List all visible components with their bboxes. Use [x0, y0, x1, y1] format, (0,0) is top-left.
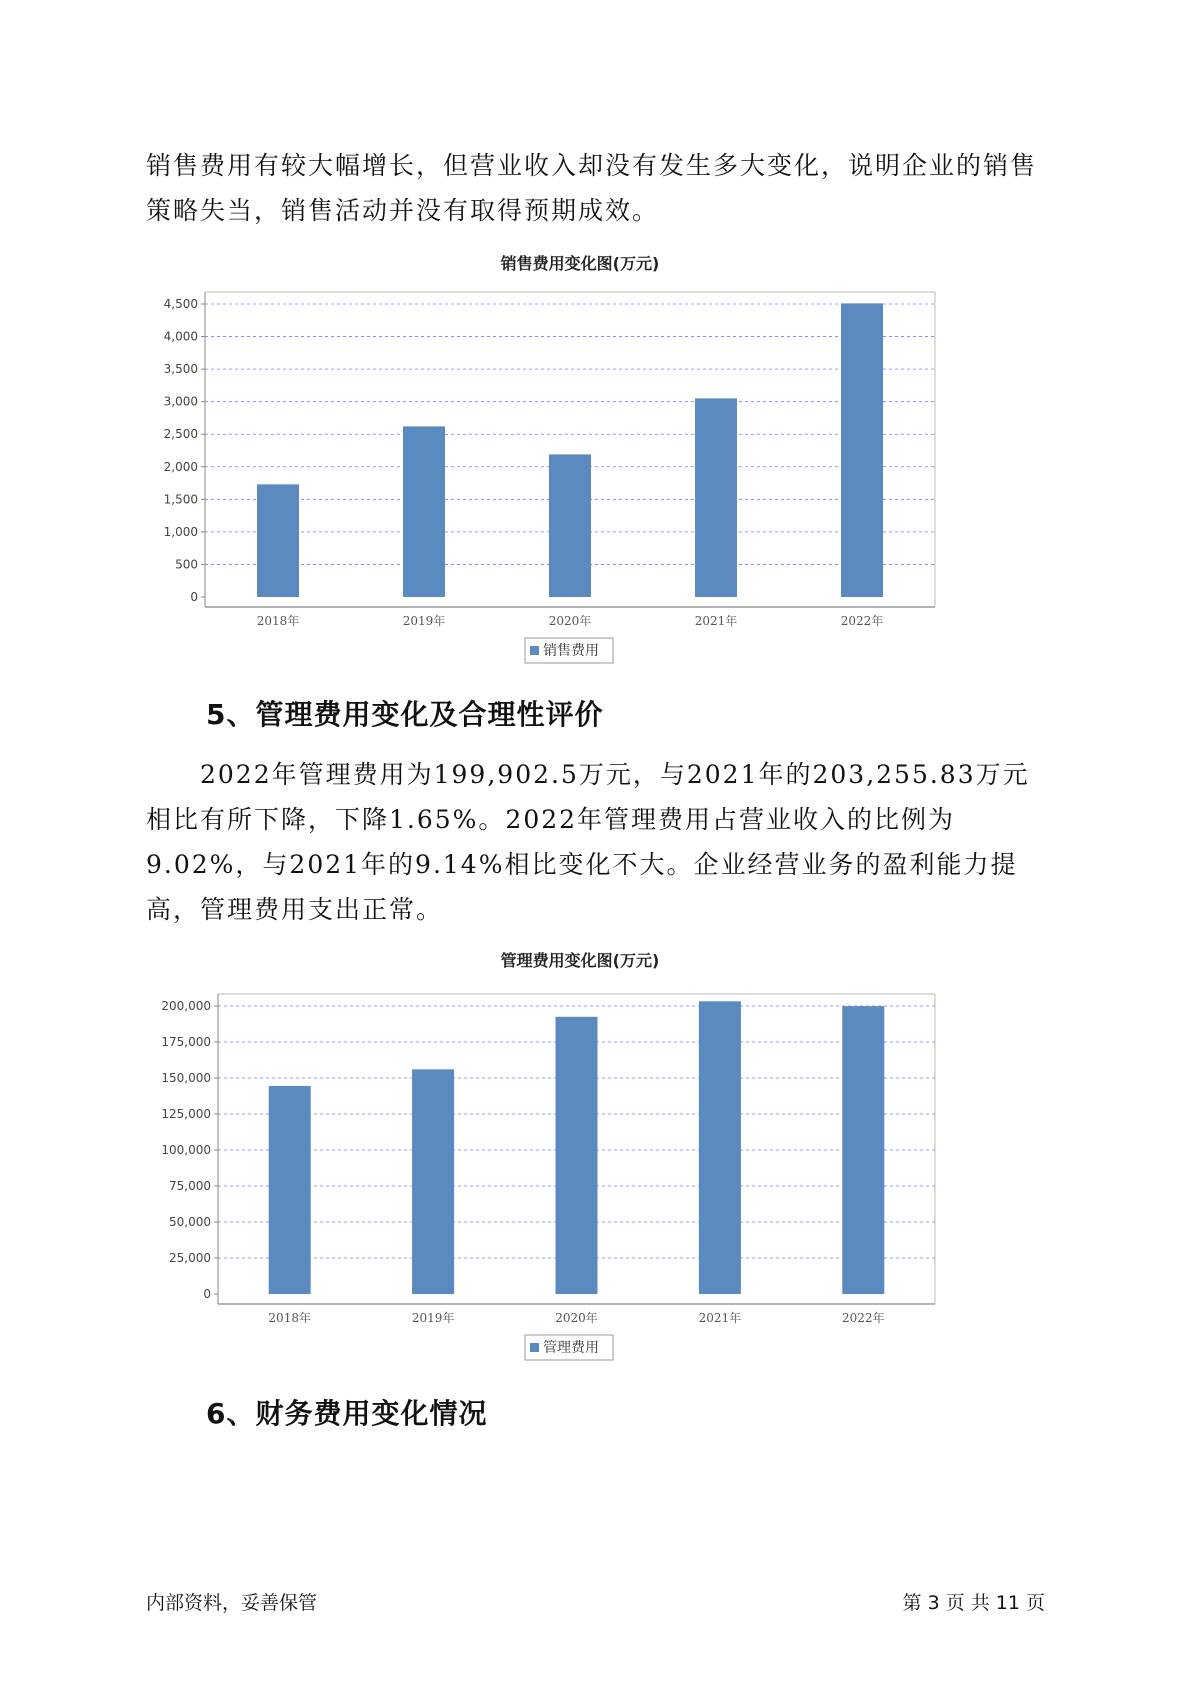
legend-swatch: [530, 646, 539, 655]
y-tick-label: 0: [203, 1287, 211, 1301]
bar-2022年: [842, 1006, 884, 1294]
bar-2019年: [403, 426, 445, 597]
section-5-heading: 5、管理费用变化及合理性评价: [206, 698, 604, 731]
footer-confidential-note: 内部资料，妥善保管: [146, 1592, 318, 1614]
y-tick-label: 4,000: [163, 329, 198, 344]
y-tick-label: 3,500: [163, 362, 198, 377]
y-tick-label: 175,000: [161, 1035, 211, 1049]
chart-svg: [145, 943, 1025, 1363]
x-tick-label: 2021年: [698, 1311, 742, 1325]
y-tick-label: 500: [175, 557, 198, 572]
legend-label: 管理费用: [543, 1340, 599, 1356]
y-tick-label: 200,000: [161, 999, 211, 1013]
legend-swatch: [530, 1343, 539, 1352]
y-tick-label: 100,000: [161, 1143, 211, 1157]
bar-2020年: [556, 1017, 598, 1294]
y-tick-label: 2,000: [163, 459, 198, 474]
chart-title: 销售费用变化图(万元): [500, 254, 660, 273]
x-tick-label: 2019年: [411, 1311, 455, 1325]
x-tick-label: 2022年: [842, 1311, 885, 1325]
chart-svg: [145, 246, 1025, 666]
section-5-paragraph: 2022年管理费用为199,902.5万元，与2021年的203,255.83万元相比有所下降，下降1.65%。2022年管理费用占营业收入的比例为9.02%，与2021年的9.14%相比变化不大。企业经营业务的盈利能力提高，管理费用支出正常。: [146, 760, 1030, 924]
x-tick-label: 2022年: [840, 614, 884, 628]
bar-2018年: [269, 1086, 311, 1294]
bar-2019年: [412, 1069, 454, 1294]
x-tick-label: 2021年: [694, 614, 738, 628]
y-tick-label: 1,000: [163, 524, 198, 539]
admin-expense-chart: [145, 943, 1025, 1363]
y-tick-label: 2,500: [163, 427, 198, 442]
x-tick-label: 2018年: [268, 1311, 311, 1325]
bar-2021年: [699, 1001, 741, 1294]
legend-label: 销售费用: [543, 643, 599, 659]
bar-2021年: [695, 398, 737, 597]
y-tick-label: 25,000: [169, 1251, 211, 1265]
chart-title: 管理费用变化图(万元): [500, 951, 660, 970]
footer-page-number: 第 3 页 共 11 页: [902, 1592, 1045, 1614]
y-tick-label: 4,500: [163, 297, 198, 311]
y-tick-label: 3,000: [163, 394, 198, 409]
x-tick-label: 2020年: [548, 614, 592, 628]
bar-2018年: [257, 484, 299, 597]
x-tick-label: 2018年: [256, 614, 300, 628]
section-6-heading: 6、财务费用变化情况: [206, 1397, 488, 1430]
y-tick-label: 1,500: [163, 492, 198, 507]
x-tick-label: 2020年: [555, 1311, 598, 1325]
intro-paragraph: 销售费用有较大幅增长，但营业收入却没有发生多大变化，说明企业的销售策略失当，销售活动并没有取得预期成效。: [146, 151, 1038, 225]
x-tick-label: 2019年: [402, 614, 446, 628]
bar-2022年: [841, 303, 883, 597]
y-tick-label: 150,000: [161, 1071, 211, 1085]
y-tick-label: 50,000: [169, 1215, 211, 1229]
y-tick-label: 75,000: [169, 1179, 211, 1193]
bar-2020年: [549, 454, 591, 597]
sales-expense-chart: [145, 246, 1025, 666]
y-tick-label: 0: [190, 590, 198, 604]
y-tick-label: 125,000: [161, 1107, 211, 1121]
